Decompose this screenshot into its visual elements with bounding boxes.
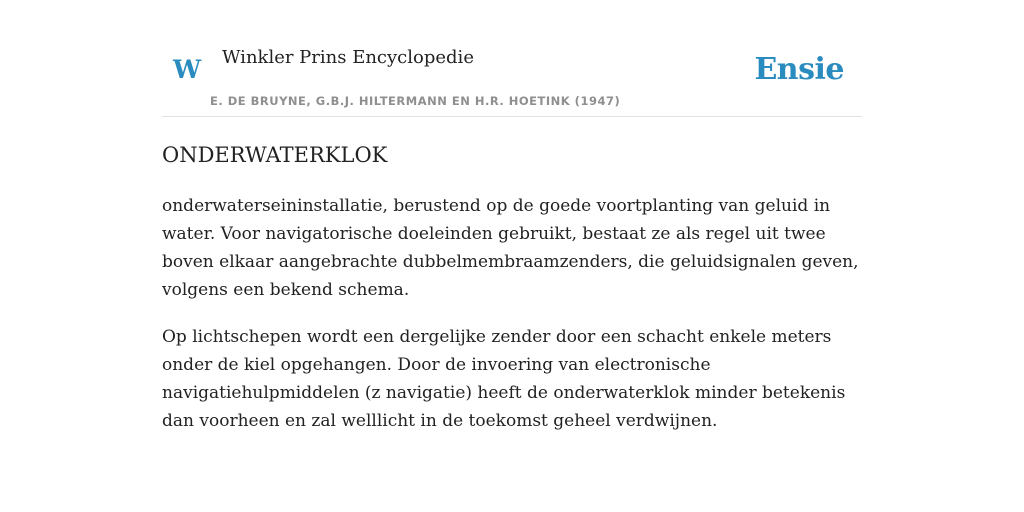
publication-authors: E. DE BRUYNE, G.B.J. HILTERMANN EN H.R. HOETINK (1947) [210,94,621,108]
publication-header [162,40,862,117]
winkler-prins-logo[interactable]: W [173,55,202,84]
entry-headword: ONDERWATERKLOK [162,143,388,167]
ensie-logo[interactable]: Ensie [754,52,844,87]
entry-paragraph: Op lichtschepen wordt een dergelijke zender door een schacht enkele meters onder de kiel opgehangen. Door de invoering van electronische navigatiehulpmiddelen (z navigatie) heeft de onderwaterklok minder betekenis dan voorheen en zal welllicht in de toekomst geheel verdwijnen. [162,327,846,431]
publication-title[interactable]: Winkler Prins Encyclopedie [222,47,474,68]
entry-paragraph: onderwaterseininstallatie, berustend op de goede voortplanting van geluid in water. Voor navigatorische doeleinden gebruikt, bestaat ze als regel uit twee boven elkaar aangebrachte dubbelmembraamzenders, die geluidsignalen geven, volgens een bekend schema. [162,196,859,300]
